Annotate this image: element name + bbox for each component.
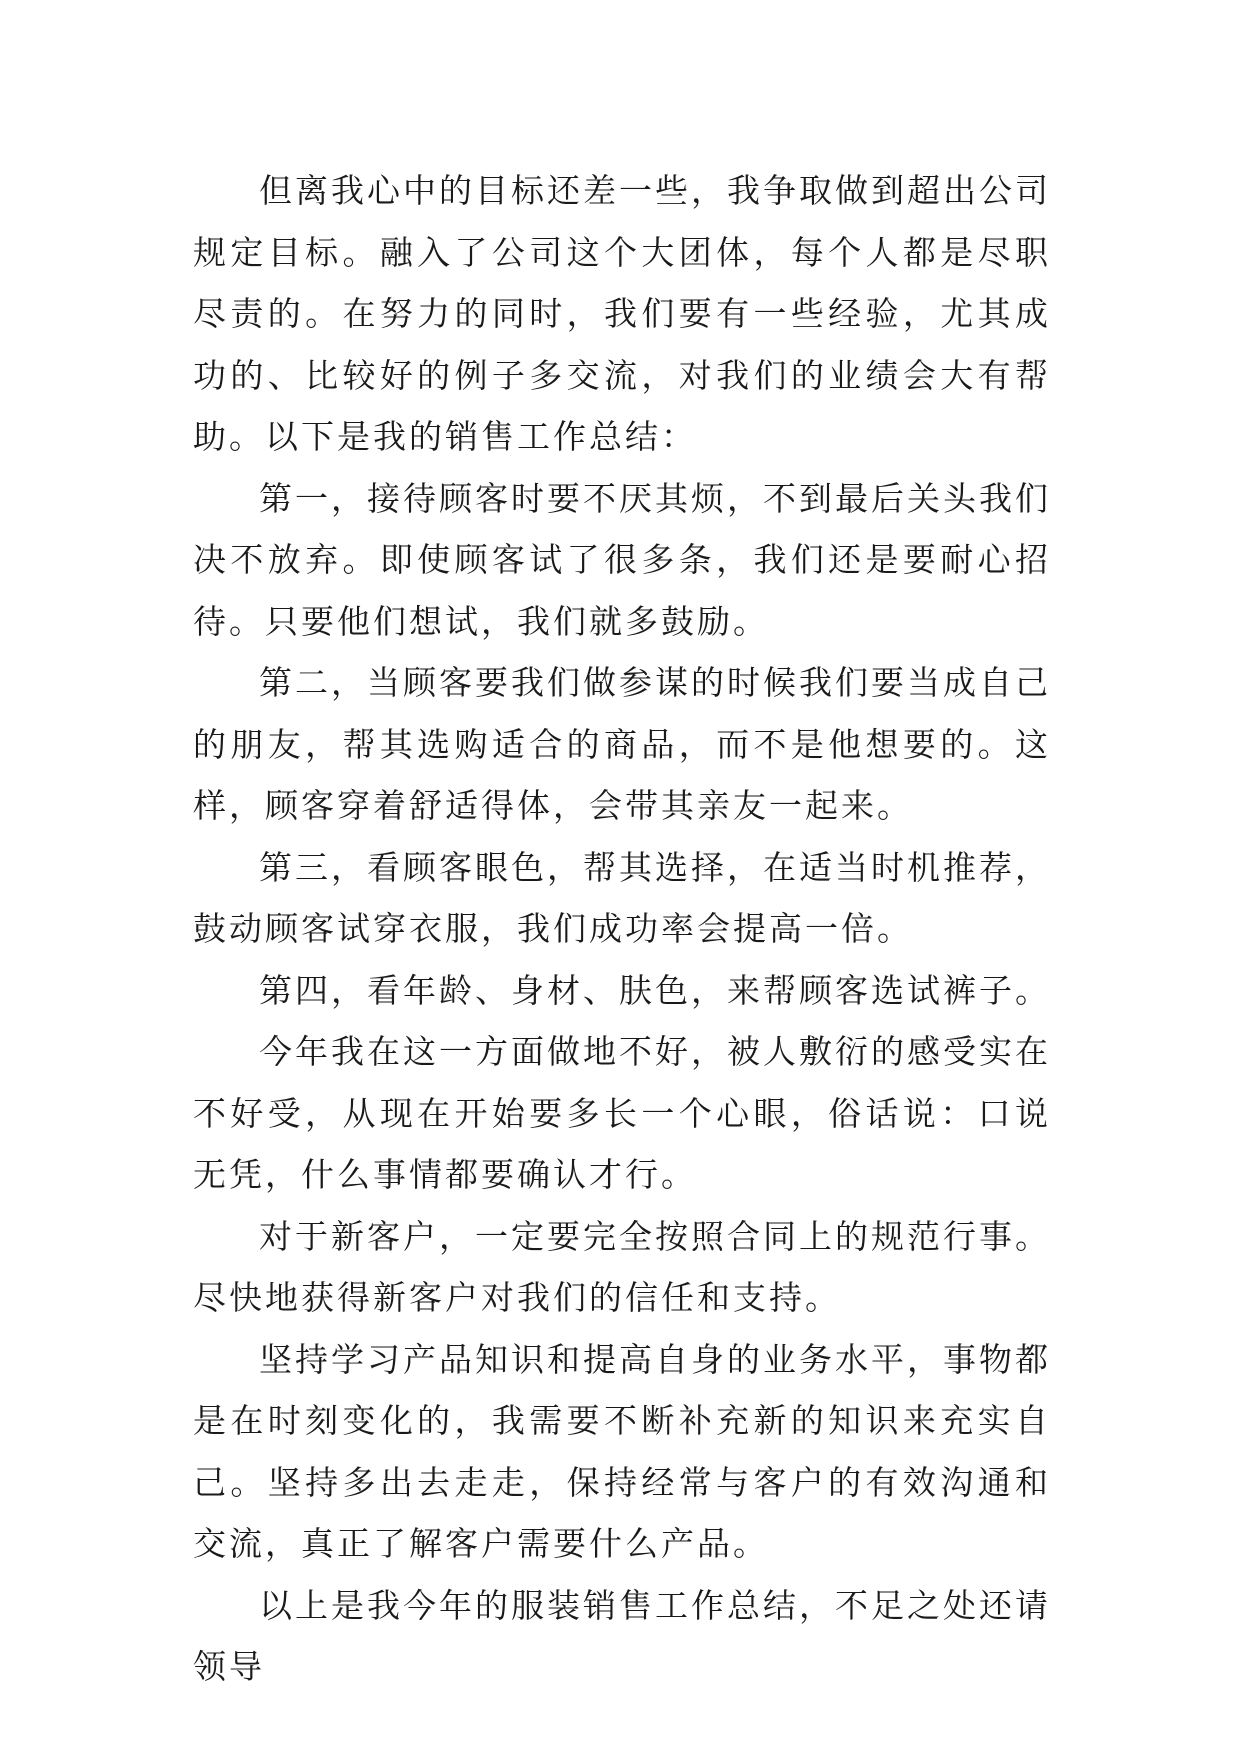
document-body bbox=[193, 160, 1051, 1698]
paragraph-new-clients: 对于新客户，一定要完全按照合同上的规范行事。尽快地获得新客户对我们的信任和支持。 bbox=[193, 1216, 1051, 1317]
paragraph-goal-intro: 但离我心中的目标还差一些，我争取做到超出公司规定目标。融入了公司这个大团体，每个人都是尽职尽责的。在努力的同时，我们要有一些经验，尤其成功的、比较好的例子多交流，对我们的业绩会大有帮助。以下是我的销售工作总结： bbox=[193, 171, 1051, 456]
paragraph-point-two: 第二，当顾客要我们做参谋的时候我们要当成自己的朋友，帮其选购适合的商品，而不是他想要的。这样，顾客穿着舒适得体，会带其亲友一起来。 bbox=[193, 663, 1051, 825]
paragraph-closing: 以上是我今年的服装销售工作总结，不足之处还请领导 bbox=[193, 1585, 1051, 1686]
paragraph-point-four: 第四，看年龄、身材、肤色，来帮顾客选试裤子。 bbox=[259, 970, 1051, 1010]
paragraph-learning: 坚持学习产品知识和提高自身的业务水平，事物都是在时刻变化的，我需要不断补充新的知识来充实自己。坚持多出去走走，保持经常与客户的有效沟通和交流，真正了解客户需要什么产品。 bbox=[193, 1339, 1051, 1563]
paragraph-this-year: 今年我在这一方面做地不好，被人敷衍的感受实在不好受，从现在开始要多长一个心眼，俗话说：口说无凭，什么事情都要确认才行。 bbox=[193, 1032, 1051, 1194]
paragraph-point-three: 第三，看顾客眼色，帮其选择，在适当时机推荐，鼓动顾客试穿衣服，我们成功率会提高一倍。 bbox=[193, 847, 1051, 948]
paragraph-point-one: 第一，接待顾客时要不厌其烦，不到最后关头我们决不放弃。即使顾客试了很多条，我们还是要耐心招待。只要他们想试，我们就多鼓励。 bbox=[193, 478, 1051, 641]
